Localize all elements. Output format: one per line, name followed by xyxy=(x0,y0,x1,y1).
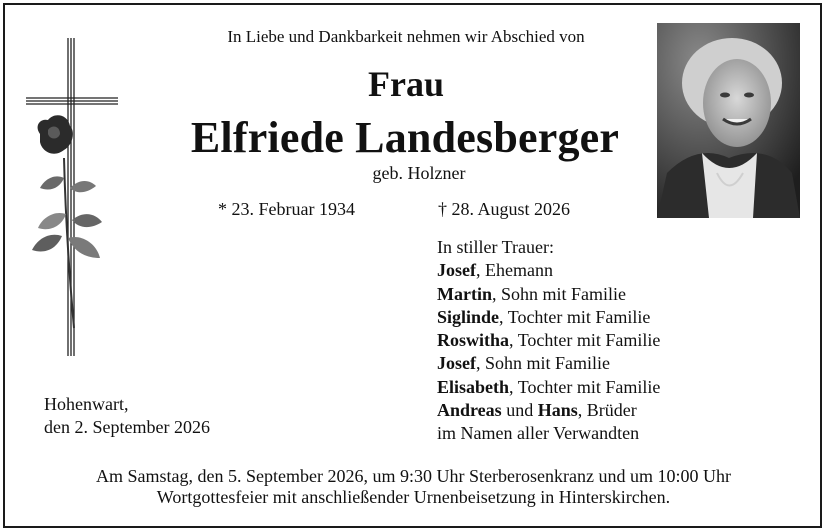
mourner-name: Roswitha xyxy=(437,330,510,351)
sibling-name: Andreas xyxy=(437,400,502,421)
birth-name: geb. Holzner xyxy=(372,163,466,183)
place-date xyxy=(44,393,210,439)
funeral-line-1: Am Samstag, den 5. September 2026, um 9:30 Uhr Sterberosenkranz und um 10:00 Uhr xyxy=(96,466,731,486)
mourner-name: Josef xyxy=(437,260,476,281)
mourner-name: Martin xyxy=(437,283,492,304)
conjunction: und xyxy=(501,400,538,421)
birth-date: * 23. Februar 1934 xyxy=(218,199,355,219)
mourner-name: Elisabeth xyxy=(437,376,510,397)
mourner-relation: , Sohn mit Familie xyxy=(491,283,626,304)
mourner-relation: , Tochter mit Familie xyxy=(509,376,661,397)
mourner-line xyxy=(437,329,660,352)
funeral-info xyxy=(0,466,827,508)
mourner-relation: , Tochter mit Familie xyxy=(499,306,651,327)
date-line: den 2. September 2026 xyxy=(44,417,210,437)
mourner-line xyxy=(437,306,660,329)
mourner-line xyxy=(437,259,660,282)
funeral-line-2: Wortgottesfeier mit anschließender Urnenbeisetzung in Hinterskirchen. xyxy=(156,487,671,507)
mourner-name: Siglinde xyxy=(437,306,500,327)
deceased-name: Elfriede Landesberger xyxy=(190,113,620,162)
siblings-line xyxy=(437,399,660,422)
sibling-name: Hans xyxy=(537,400,578,421)
mourner-relation: , Ehemann xyxy=(476,260,553,281)
portrait-photo xyxy=(657,23,800,218)
mourner-line xyxy=(437,352,660,375)
mourners-heading: In stiller Trauer: xyxy=(437,237,554,257)
intro-line: In Liebe und Dankbarkeit nehmen wir Abschied von xyxy=(227,27,585,46)
mourner-line xyxy=(437,376,660,399)
sibling-relation: , Brüder xyxy=(577,400,637,421)
salutation: Frau xyxy=(368,64,444,104)
mourner-line xyxy=(437,283,660,306)
mourner-relation: , Tochter mit Familie xyxy=(509,330,661,351)
mourner-relation: , Sohn mit Familie xyxy=(476,353,611,374)
relatives-line: im Namen aller Verwandten xyxy=(437,423,640,444)
place: Hohenwart, xyxy=(44,394,129,414)
death-date: † 28. August 2026 xyxy=(438,199,571,219)
mourners-list xyxy=(437,236,660,446)
mourner-name: Josef xyxy=(437,353,476,374)
